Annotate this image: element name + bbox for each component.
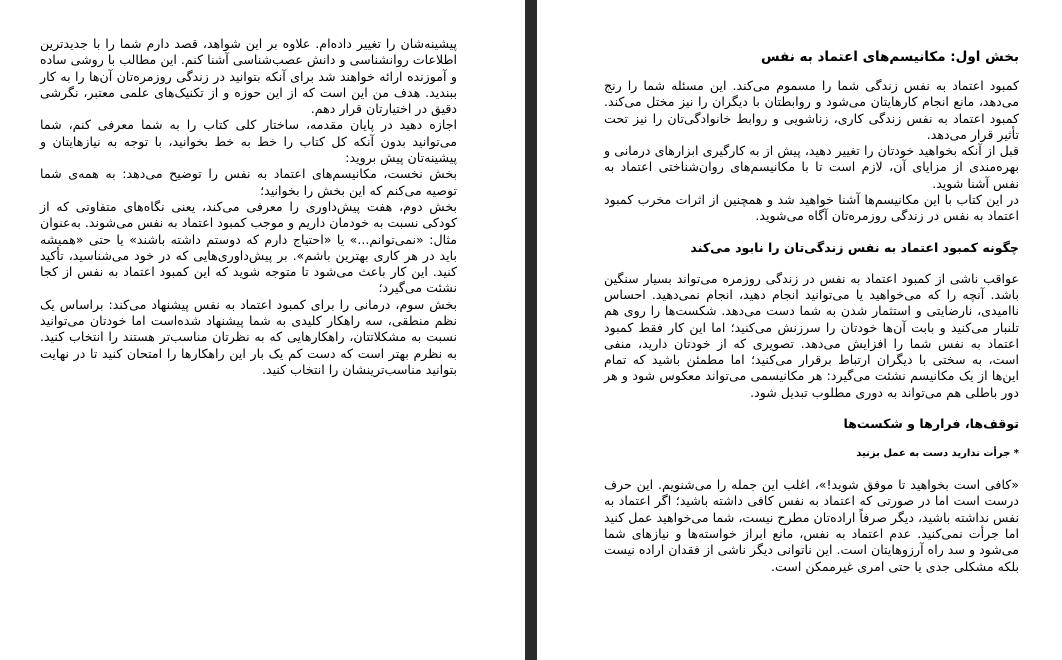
subsection-heading: توقف‌ها، فرارها و شکست‌ها [843, 416, 1019, 432]
small-subheading: * جرأت ندارید دست به عمل بزنید [856, 448, 1019, 460]
section-heading: چگونه کمبود اعتماد به نفس زندگی‌تان را نابود می‌کند [690, 239, 1019, 255]
page-gutter-divider [525, 0, 537, 660]
right-intro-paragraph-2: قبل از آنکه بخواهید خودتان را تغییر دهید، پیش از به کارگیری ابزارهای درمانی و بهره‌مندی از مزایای آن، لازم است تا با مکانیسم‌های روان‌شناختی اعتماد به نفس آشنا شوید. [604, 143, 1019, 191]
left-paragraph-5: بخش سوم، درمانی را برای کمبود اعتماد به نفس پیشنهاد می‌کند: براساس یک نظم منطقی، سه راهکار کلیدی به شما پیشنهاد شده‌است اما خودتان می‌توانید نسبت به مشکلاتتان، راهکارهایی که به نظرتان مناسب‌تر هستند را انتخاب کنید. به نظرم بهتر است که دست کم یک بار این راهکارها را امتحان کنید تا در نهایت بتوانید مناسب‌ترینشان را انتخاب کنید. [40, 296, 457, 377]
last-paragraph: «کافی است بخواهید تا موفق شوید!»، اغلب این جمله را می‌شنویم. این حرف درست است اما در صورتی که اعتماد به نفس کافی داشته باشید؛ اگر اعتماد به نفس نداشته باشید، دیگر صرفاً اراده‌تان مطرح نیست، شما می‌خواهید عمل کنید اما جرأت نمی‌کنید. عدم اعتماد به نفس، مانع ابراز خواسته‌ها و نیازهای شما می‌شود و سد راه آرزوهایتان است. این ناتوانی دیگر ناشی از فقدان اراده نیست بلکه مشکلی جدی یا حتی امری غیرممکن است. [604, 477, 1019, 574]
left-page-text [40, 36, 457, 378]
left-paragraph-1: پیشینه‌شان را تغییر داده‌ام. علاوه بر این شواهد، قصد دارم شما را با جدیدترین اطلاعات روانشناسی و دانش عصب‌شناسی آشنا کنم. این مطالب با روشی ساده و آموزنده ارائه خواهند شد برای آنکه بتوانید در زندگی روزمره‌تان آن‌ها را به کار ببندید. هدف من این است که از این حوزه و از تکنیک‌های علمی معتبر، نگرشی دقیق در اختیارتان قرار دهم. [40, 36, 457, 117]
left-page [0, 0, 525, 660]
left-paragraph-2: اجازه دهید در پایان مقدمه، ساختار کلی کتاب را به شما معرفی کنم، شما می‌توانید بدون آنکه کل کتاب را خط به خط بخوانید، با توجه به نیازهایتان و پیشینه‌تان پیش بروید: [40, 117, 457, 166]
left-paragraph-4: بخش دوم، هفت پیش‌داوری را معرفی می‌کند، یعنی نگاه‌های متفاوتی که از کودکی نسبت به خودمان داریم و موجب کمبود اعتماد به نفس می‌شوند. به‌عنوان مثال: «نمی‌توانم...» یا «احتیاج دارم که دوستم داشته باشند» یا حتی «همیشه باید در هر کاری بهترین باشم». بر پیش‌داوری‌هایی که در خود می‌شناسید، تأکید کنید. این کار باعث می‌شود تا متوجه شوید که این کمبود اعتماد به نفس از کجا نشئت می‌گیرد؛ [40, 198, 457, 296]
left-paragraph-3: بخش نخست، مکانیسم‌های اعتماد به نفس را توضیح می‌دهد: به همه‌ی شما توصیه می‌کنم که این بخش را بخوانید؛ [40, 166, 457, 198]
right-page [537, 0, 1062, 660]
right-page-text [604, 48, 1019, 575]
chapter-heading: بخش اول: مکانیسم‌های اعتماد به نفس [760, 49, 1019, 65]
right-intro-paragraph-3: در این کتاب با این مکانیسم‌ها آشنا خواهید شد و همچنین از اثرات مخرب کمبود اعتماد به نفس در زندگی روزمره‌تان آگاه می‌شوید. [604, 192, 1019, 224]
section-paragraph: عواقب ناشی از کمبود اعتماد به نفس در زندگی روزمره می‌تواند بسیار سنگین باشد. آنچه را که می‌خواهید یا می‌توانید انجام دهید، انجام نمی‌دهید. احساس ناامیدی، نارضایتی و استثمار شدن به شما دست می‌دهد. شکست‌ها را روی هم تلنبار می‌کنید و بابت آن‌ها خودتان را سرزنش می‌کنید؛ اما این کار فقط کمبود اعتماد به نفس شما را افزایش می‌دهد. تصویری که از خودتان دارید، منفی است، به سختی با دیگران ارتباط برقرار می‌کنید؛ اما مطمئن باشید که تمام این‌ها از یک مکانیسم نشئت می‌گیرد: هر مکانیسمی می‌تواند معکوس شود و هر دور باطلی هم می‌تواند به دوری مطلوب تبدیل شود. [604, 270, 1019, 400]
right-intro-paragraph-1: کمبود اعتماد به نفس زندگی شما را مسموم می‌کند. این مسئله شما را رنج می‌دهد، مانع انجام کارهایتان می‌شود و روابطتان با دیگران را نیز مختل می‌کند. کمبود اعتماد به نفس زندگی کاری، زناشویی و روابط خانوادگی‌تان را نیز تحت تأثیر قرار می‌دهد. [604, 78, 1019, 142]
